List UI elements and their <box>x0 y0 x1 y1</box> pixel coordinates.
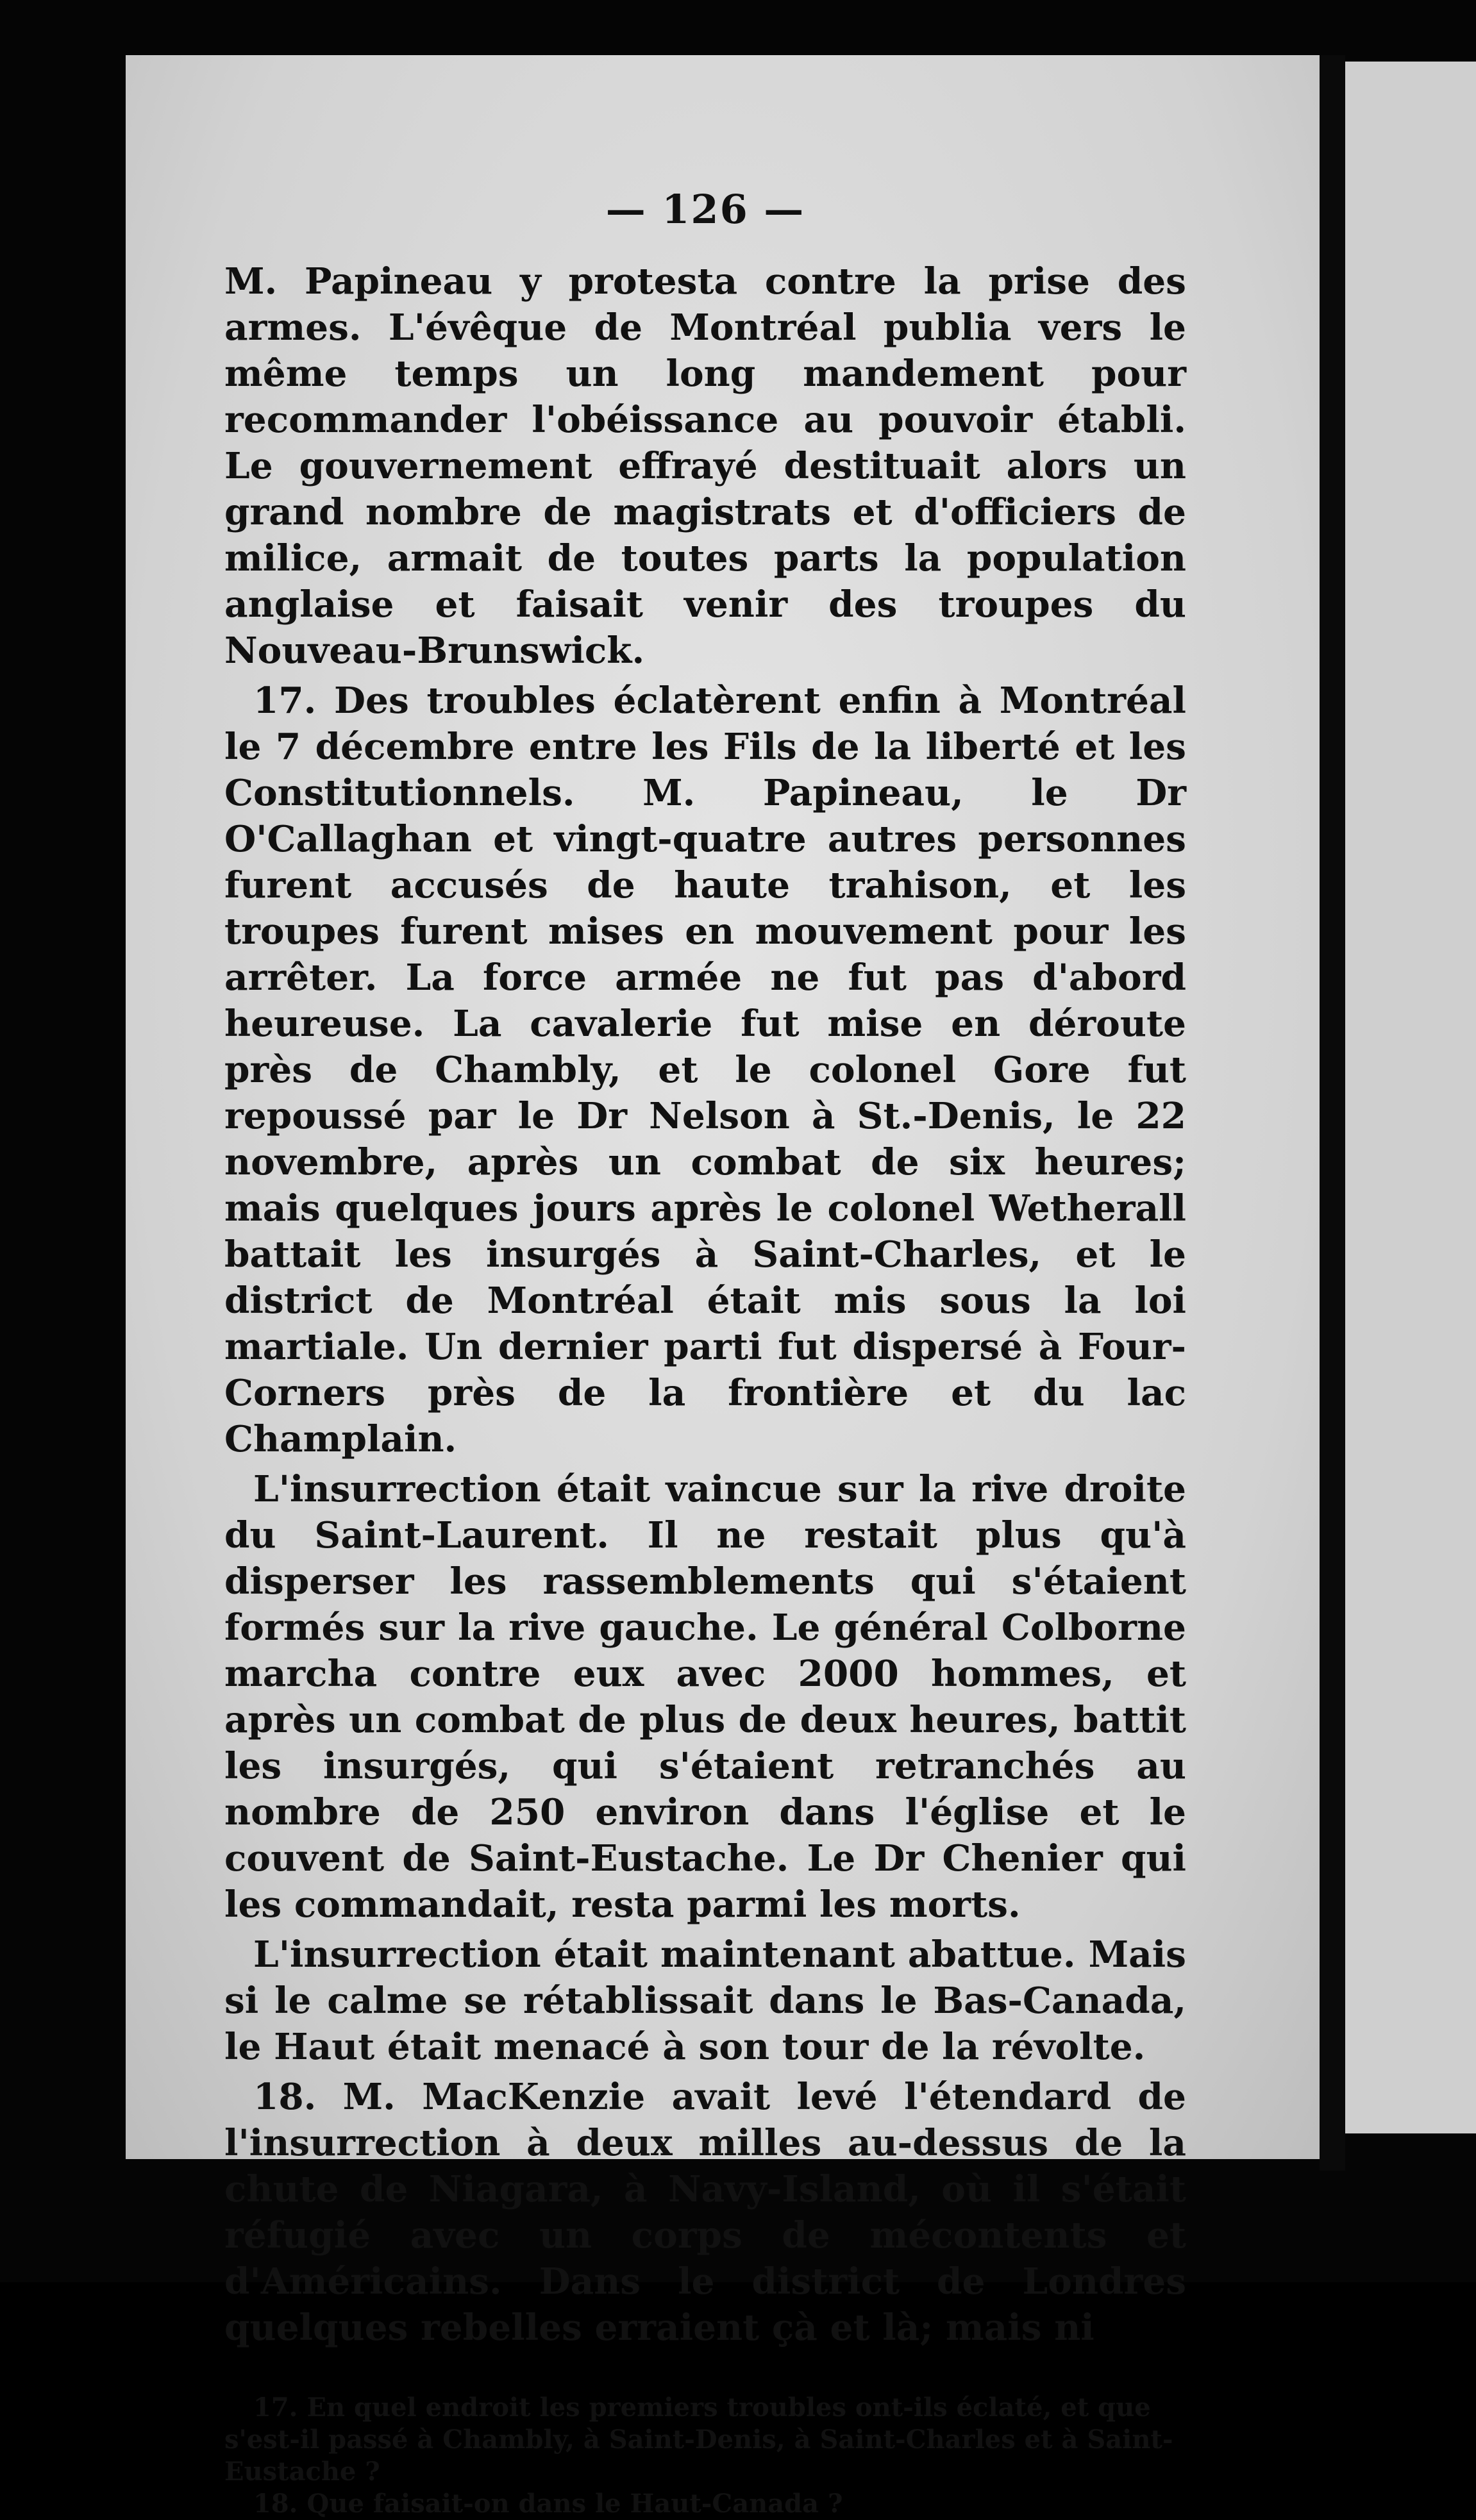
paragraph-17-troubles: 17. Des troubles éclatèrent enfin à Montréal le 7 décembre entre les Fils de la liberté et les Constitutionnels. M. Papineau, le Dr O'Callaghan et vingt-quatre autres personnes furent accusés de haute trahison, et les troupes furent mises en mouvement pour les arrêter. La force armée ne fut pas d'abord heureuse. La cavalerie fut mise en déroute près de Chambly, et le colonel Gore fut repoussé par le Dr Nelson à St.-Denis, le 22 novembre, après un combat de six heures; mais quelques jours après le colonel Wetherall battait les insurgés à Saint-Charles, et le district de Montréal était mis sous la loi martiale. Un dernier parti fut dispersé à Four-Corners près de la frontière et du lac Champlain. <box>224 680 1186 1460</box>
paragraph-18-mackenzie: 18. M. MacKenzie avait levé l'étendard de l'insurrection à deux milles au-dessus de la chute de Niagara, à Navy-Island, où il s'était réfugié avec un corps de mécontents et d'Américains. Dans le district de Londres quelques rebelles erraient çà et là; mais ni <box>224 2076 1186 2349</box>
footnote-18: 18. Que faisait-on dans le Haut-Canada ? <box>253 2489 843 2519</box>
paragraph-insurrection-abattue: L'insurrection était maintenant abattue. Mais si le calme se rétablissait dans le Bas-Canada, le Haut était menacé à son tour de la révolte. <box>224 1933 1186 2068</box>
page-content <box>224 186 1186 2520</box>
paragraph-insurrection-vaincue: L'insurrection était vaincue sur la rive droite du Saint-Laurent. Il ne restait plus qu'à disperser les rassemblements qui s'étaient formés sur la rive gauche. Le général Colborne marcha contre eux avec 2000 hommes, et après un combat de plus de deux heures, battit les insurgés, qui s'étaient retranchés au nombre de 250 environ dans l'église et le couvent de Saint-Eustache. Le Dr Chenier qui les commandait, resta parmi les morts. <box>224 1468 1186 1926</box>
page-number: — 126 — <box>605 186 805 233</box>
page-gutter <box>1320 55 1345 2171</box>
footnotes <box>224 2392 1186 2520</box>
footnote-17: 17. En quel endroit les premiers troubles ont-ils éclaté, et que s'est-il passé à Chambly, à Saint-Denis, à Saint-Charles et à Saint-Eustache ? <box>224 2392 1173 2487</box>
facing-page-edge <box>1345 62 1476 2133</box>
paragraph-papineau-protest: M. Papineau y protesta contre la prise des armes. L'évêque de Montréal publia vers le même temps un long mandement pour recommander l'obéissance au pouvoir établi. Le gouvernement effrayé destituait alors un grand nombre de magistrats et d'officiers de milice, armait de toutes parts la population anglaise et faisait venir des troupes du Nouveau-Brunswick. <box>224 260 1186 672</box>
